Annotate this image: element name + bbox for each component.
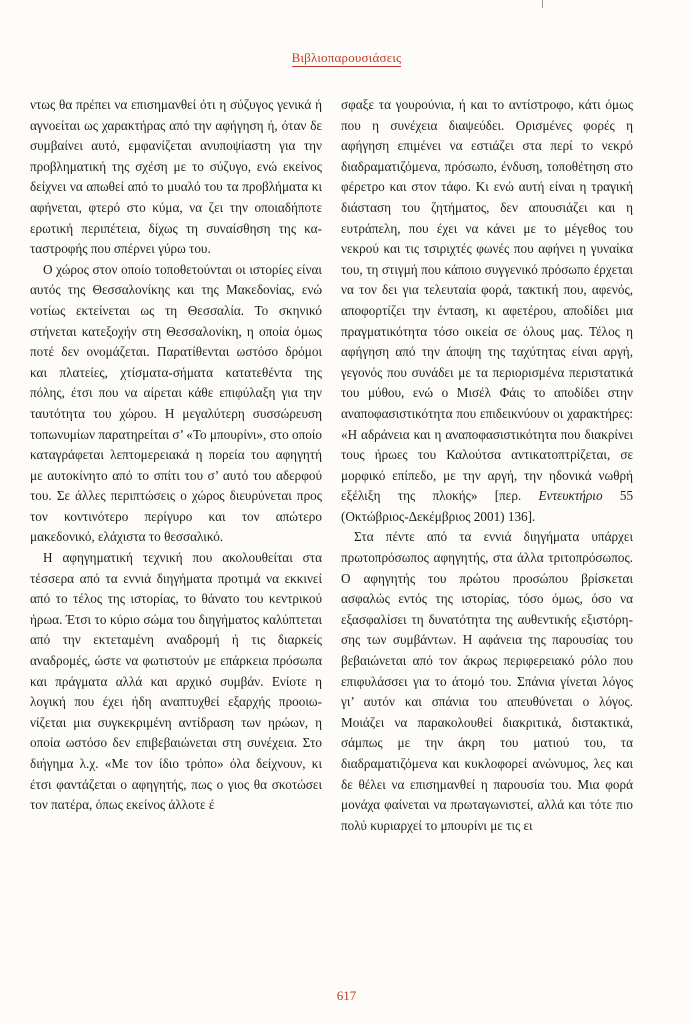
paragraph: ντως θα πρέπει να επισημανθεί ότι η σύζυγος γενικά ή αγνοείται ως χαρακτήρας από την αφήγηση ή, όταν δε συμβαίνει αυτό, εμφανίζεται ανυποψίαστη για την προβληματική της σχέση με το σύζυγο, ενώ εκείνος δείχνει να απωθεί από το μυαλό του τα προβλήματα κι αφήνεται, φτερό στο κύμα, να ζει την οποιαδήποτε ερωτική περιπέτεια, δίχως τη συναίσθηση της καταστροφής που σπέρνει γύρω του. — [30, 97, 322, 257]
paragraph: Ο χώρος στον οποίο τοποθετούνται οι ιστορίες είναι αυτός της Θεσσαλονίκης και της Μακεδονίας, ενώ νοτίως εκτείνεται ως τη Θεσσαλία. Το σκηνικό στήνεται κατεξοχήν στη Θεσσαλονίκη, η οποία όμως ποτέ δεν ονομάζεται. Παρατίθενται ωστόσο δρόμοι και πλατείες, χτίσματα-σήματα κατατεθέντα της πόλης, έτσι που να αίρεται κάθε επιφύλαξη για την ταυτότητα του χώρου. Η μεγαλύτερη συσσώρευση τοπωνυμίων παρατηρείται σ’ «Το μπουρίνι», στο οποίο καταγράφεται λεπτομερειακά η πορεία του αφηγητή με αυτοκίνητο από το σπίτι του σ’ αυτό του αδερφού του. Σε άλλες περιπτώσεις ο χώρος διευρύνεται προς τον κοντινότερο περίγυρο και τον απώτερο μακεδονικό, ελάχιστα το θεσσαλικό. — [30, 261, 322, 545]
journal-title: Εντευκτήριο — [538, 488, 603, 504]
citation-end: 55 (Οκτώβριος-Δεκέμβριος 2001) 136]. — [341, 488, 634, 524]
page-number: 617 — [336, 988, 357, 1003]
left-column — [30, 95, 322, 816]
paragraph — [341, 95, 633, 527]
paragraph: Στα πέντε από τα εννιά διηγήματα υπάρχει πρωτοπρόσωπος αφηγητής, στα άλλα τριτοπρόσωπος. Ο αφηγητής του πρώτου προσώπου βρίσκεται ασφαλώς εντός της ιστορίας, τόσο όμως, όσο να εξασφαλίσει τη δυνατότητα της αυθεντικής εξιστόρησης των συμβάντων. Η αφάνεια της παρουσίας του βεβαιώνεται από τον άκρως περιφερειακό ρόλο που επιφυλάσσει για το άτομό του. Σπάνια γίνεται λόγος γι’ αυτόν και σπάνια του απευθύνεται ο λόγος. Μοιάζει να παρακολουθεί διακριτικά, διστακτικά, σάμπως με την άκρη του ματιού του, τα διαδραματιζόμενα και κυκλοφορεί ανώνυμος, λες και δε θέλει να επισημανθεί η παρουσία του. Μια φορά μονάχα φαίνεται να πρωταγωνιστεί, αλλά και τότε πιο πολύ κυριαρχεί το μπουρίνι με τις ει — [341, 529, 633, 833]
running-title: Βιβλιοπαρουσιάσεις — [291, 50, 402, 65]
right-column — [341, 95, 633, 836]
paragraph-text: σφαξε τα γουρούνια, ή και το αντίστροφο, κάτι όμως που η συνέχεια διαψεύδει. Ορισμένες φορές η αφήγηση επιμένει να εστιάζει στα περί το νεκρό διαδραματιζόμενα, πρόσωπο, ένδυση, τοποθέτηση στο φέρετρο και στον τάφο. Κι ενώ αυτή είναι η τραγική διάσταση του ζητήματος, δεν απουσιάζει και η ευτράπελη, που έχει να κάνει με το μέγεθος του νεκρού και τις τσιριχτές φωνές που αφήνει η γυναίκα του, τη στιγμή που κάποιο συγγενικό πρόσωπο έρχεται να τον δει για τελευταία φορά, τακτική που, αφενός, αποφορτίζει την ένταση, κι αφετέρου, αποδίδει μια πραγματικότητα τόσο οικεία σε όλους μας. Τέλος η αφήγηση από την άποψη της ταχύτητας είναι αργή, γεγονός που συνάδει με τα περιορισμένα περιστατικά του μύθου, ενώ ο Μισέλ Φάις το αποδίδει στην αναποφασιστικότητα που επιδεικνύουν οι χαρακτήρες: «Η αδράνεια και η αναποφασιστικότητα που διακρίνει τους ήρωες του Καλούτσα αντικατοπτρίζεται, σε μορφικό επίπεδο, με την αργή, την ηδονικά νωθρή εξέλιξη της πλοκής» [περ. — [341, 97, 633, 504]
running-header — [0, 50, 693, 66]
crop-mark — [542, 0, 543, 8]
paragraph: Η αφηγηματική τεχνική που ακολουθείται στα τέσσερα από τα εννιά διηγήματα προτιμά να εκκινεί από το τέλος της ιστορίας, το θάνατο του κεντρικού ήρωα. Έτσι το κύριο σώμα του διηγήματος καλύπτεται από την εκτεταμένη αναδρομή ή τις διαρκείς αναδρομές, ώστε να φωτιστούν με επάρκεια πρόσωπα και πράγματα αλλά και αρχικό συμβάν. Ενίοτε η λογική που έχει ήδη αναπτυχθεί εξαρχής προοιωνίζεται μια συγκεκριμένη αντίδραση των ηρώων, η οποία ωστόσο δεν επιβεβαιώνεται στη συνέχεια. Στο διήγημα λ.χ. «Με τον ίδιο τρόπο» όλα δείχνουν, κι έτσι φαντάζεται ο αφηγητής, πως ο γιος θα σκοτώσει τον πατέρα, όπως εκείνος άλλοτε έ — [30, 550, 322, 813]
